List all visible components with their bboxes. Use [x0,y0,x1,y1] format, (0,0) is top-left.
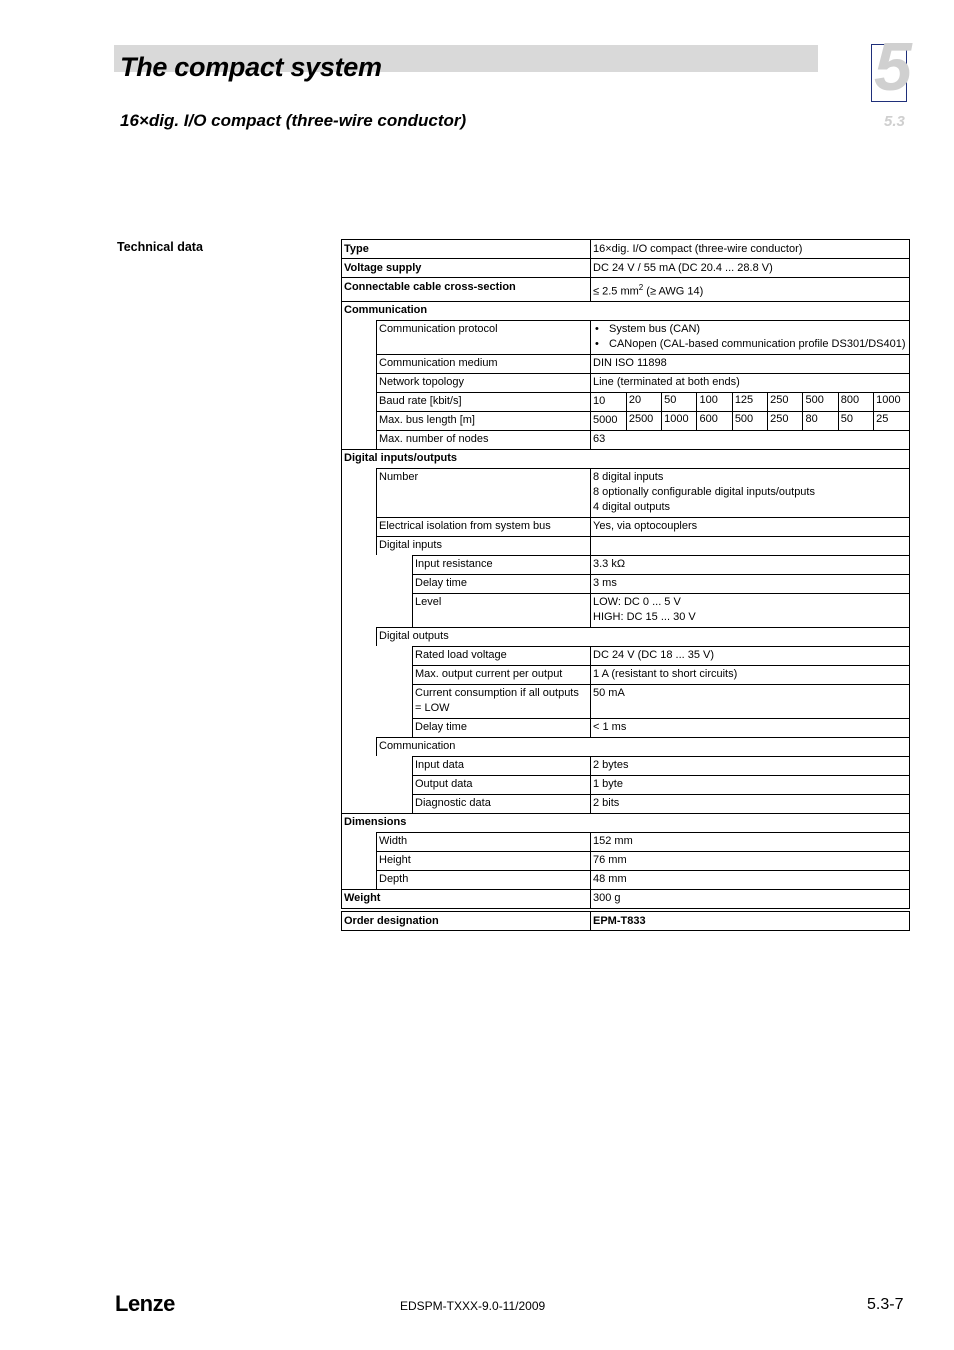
baud-rate-cell: 10 [593,395,606,408]
table-row [342,430,910,449]
indent-spacer [377,756,413,775]
row-value: 152 mm [591,832,910,851]
group-label: Digital inputs/outputs [342,449,910,468]
baud-rate-values [591,392,910,411]
table-row [342,870,910,889]
technical-data-table [341,239,910,909]
order-value: EPM-T833 [591,912,910,931]
group-label: Communication [342,301,910,320]
row-value: Yes, via optocouplers [591,517,910,536]
subgroup-label: Digital outputs [377,627,910,646]
row-label: Communication medium [377,354,591,373]
section-side-label: Technical data [117,240,203,254]
baud-rate-cell: 800 [838,393,873,411]
row-value [591,320,910,354]
row-label: Weight [342,889,591,908]
bus-length-cell: 500 [732,412,767,430]
cable-value-pre: ≤ 2.5 mm [593,285,639,298]
baud-rate-cell: 50 [662,393,697,411]
row-value: < 1 ms [591,718,910,737]
row-value [591,536,910,555]
value-line: 8 digital inputs [593,471,664,484]
row-value: 63 [591,430,910,449]
table-row [342,278,910,302]
row-value: 3 ms [591,574,910,593]
bus-length-cell: 25 [874,412,909,430]
row-label: Diagnostic data [413,794,591,813]
row-label: Number [377,468,591,517]
indent-spacer [377,574,413,593]
bus-length-values [591,411,910,430]
indent-spacer [377,775,413,794]
table-row [342,889,910,908]
value-line: LOW: DC 0 ... 5 V [593,596,681,609]
chapter-number: 5 [874,29,910,105]
indent-spacer [377,646,413,665]
table-row [342,813,910,832]
table-row [342,794,910,813]
row-value: 1 byte [591,775,910,794]
row-label: Max. output current per output [413,665,591,684]
indent-spacer [377,593,413,627]
row-value: 300 g [591,889,910,908]
table-row [342,627,910,646]
list-item: • CANopen (CAL-based communication profile DS301/DS401) [593,337,907,352]
bus-length-cell: 250 [768,412,803,430]
page-title: The compact system [120,52,382,82]
row-label: Electrical isolation from system bus [377,517,591,536]
row-value: 2 bytes [591,756,910,775]
row-label: Height [377,851,591,870]
row-label: Output data [413,775,591,794]
table-row [342,593,910,627]
baud-rate-cell: 250 [768,393,803,411]
subgroup-label: Communication [377,737,910,756]
table-row [342,684,910,718]
row-value [591,278,910,302]
table-row [342,354,910,373]
table-row [342,392,910,411]
table-row [342,912,910,931]
table-row [342,646,910,665]
table-row [342,517,910,536]
indent-spacer [377,794,413,813]
table-row [342,449,910,468]
row-value: DIN ISO 11898 [591,354,910,373]
indent-spacer [377,718,413,737]
row-value: DC 24 V / 55 mA (DC 20.4 ... 28.8 V) [591,259,910,278]
indent-spacer [377,555,413,574]
order-designation-table [341,911,910,931]
row-value: 76 mm [591,851,910,870]
bus-length-cell: 50 [838,412,873,430]
table-row [342,665,910,684]
row-value: 1 A (resistant to short circuits) [591,665,910,684]
value-line: HIGH: DC 15 ... 30 V [593,611,696,624]
table-row [342,737,910,756]
indent-spacer [377,684,413,718]
row-value: 48 mm [591,870,910,889]
row-value [591,593,910,627]
row-value: DC 24 V (DC 18 ... 35 V) [591,646,910,665]
row-label: Communication protocol [377,320,591,354]
value-line: 8 optionally configurable digital inputs/outputs [593,486,815,499]
baud-rate-cell: 1000 [874,393,909,411]
row-label: Baud rate [kbit/s] [377,392,591,411]
table-row [342,320,910,354]
row-value: 2 bits [591,794,910,813]
table-row [342,851,910,870]
row-value: 50 mA [591,684,910,718]
table-row [342,574,910,593]
row-label: Rated load voltage [413,646,591,665]
page-number: 5.3-7 [867,1296,904,1313]
bus-length-cell: 1000 [662,412,697,430]
baud-rate-cell: 100 [697,393,732,411]
row-label: Input resistance [413,555,591,574]
order-label: Order designation [344,914,439,927]
table-row [342,832,910,851]
table-row [342,555,910,574]
table-row [342,756,910,775]
section-number: 5.3 [884,113,905,130]
document-id: EDSPM-TXXX-9.0-11/2009 [400,1299,546,1313]
row-label: Max. number of nodes [377,430,591,449]
list-item: • System bus (CAN) [593,322,907,337]
bus-length-cell: 600 [697,412,732,430]
row-label: Current consumption if all outputs = LOW [413,684,591,718]
row-value: 16×dig. I/O compact (three-wire conductor) [591,240,910,259]
cable-value-post: (≥ AWG 14) [643,285,704,298]
indent-spacer [377,665,413,684]
table-row [342,301,910,320]
row-label: Width [377,832,591,851]
lenze-logo: Lenze [115,1291,175,1316]
bus-length-cell: 80 [803,412,838,430]
table-row [342,259,910,278]
row-label: Max. bus length [m] [377,411,591,430]
table-row [342,775,910,794]
row-label: Input data [413,756,591,775]
group-label: Dimensions [342,813,910,832]
value-line: 4 digital outputs [593,501,671,514]
row-value: Line (terminated at both ends) [591,373,910,392]
bus-length-cell: 5000 [593,414,618,427]
baud-rate-cell: 125 [732,393,767,411]
row-label: Depth [377,870,591,889]
cable-value-sup: 2 [638,282,644,292]
row-label: Voltage supply [342,259,591,278]
row-value: 3.3 kΩ [591,555,910,574]
row-value [591,468,910,517]
row-label: Type [342,240,591,259]
table-row [342,373,910,392]
row-label: Network topology [377,373,591,392]
row-label: Level [413,593,591,627]
table-row [342,240,910,259]
subgroup-label: Digital inputs [377,536,591,555]
baud-rate-cell: 500 [803,393,838,411]
table-row [342,468,910,517]
row-label: Delay time [413,574,591,593]
table-row [342,718,910,737]
table-row [342,536,910,555]
row-label: Connectable cable cross-section [342,278,591,302]
bus-length-cell: 2500 [626,412,661,430]
table-row [342,411,910,430]
baud-rate-cell: 20 [626,393,661,411]
page-subtitle: 16×dig. I/O compact (three-wire conductor) [120,111,467,130]
row-label: Delay time [413,718,591,737]
